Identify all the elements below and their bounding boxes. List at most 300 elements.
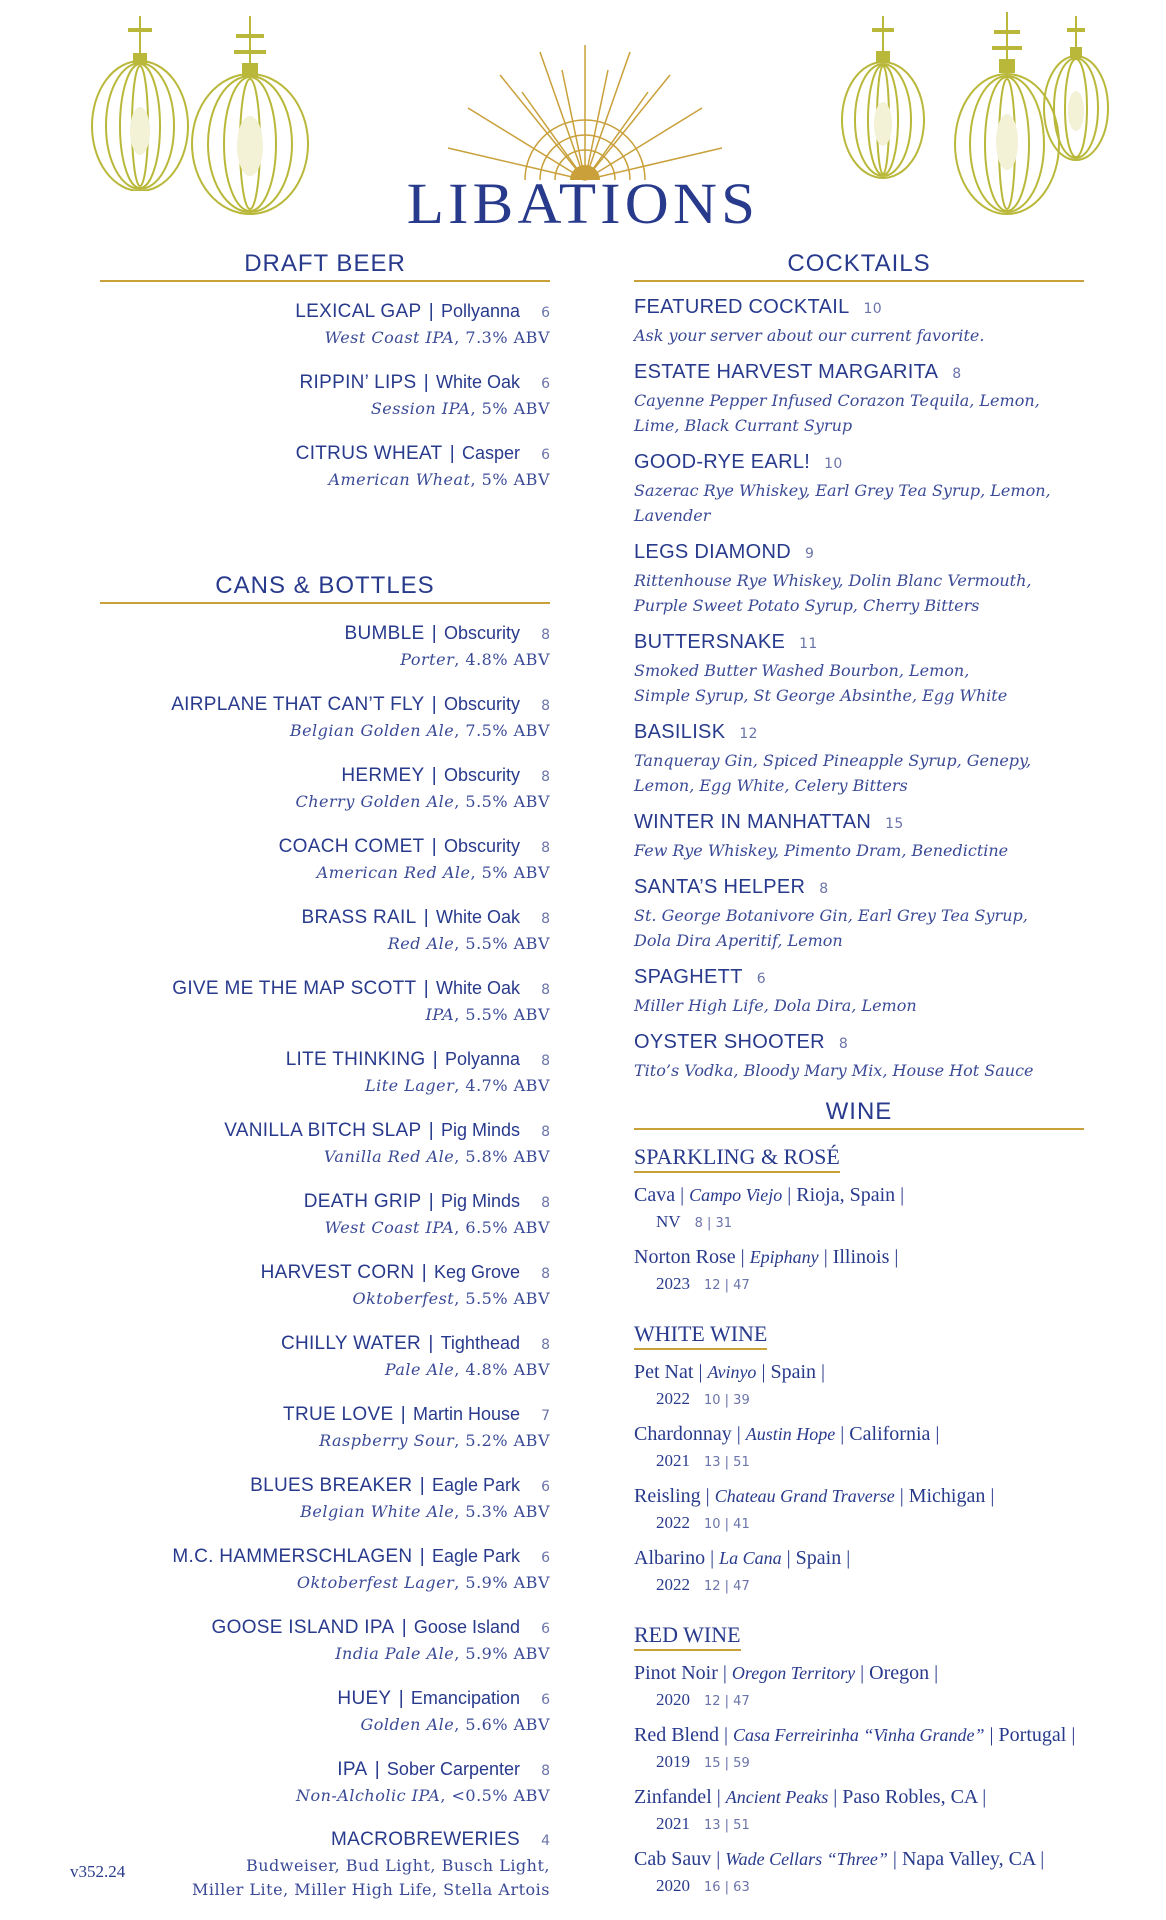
beer-comma: , bbox=[454, 1289, 466, 1308]
wine-item bbox=[634, 1482, 1084, 1538]
beer-separator: | bbox=[418, 978, 434, 999]
wine-price: 15 | 59 bbox=[704, 1756, 750, 1771]
cocktail-item bbox=[634, 294, 1084, 348]
beer-style: Lite Lager bbox=[364, 1076, 455, 1095]
beer-separator: | bbox=[423, 301, 439, 322]
wine-separator: | bbox=[887, 1848, 902, 1870]
wine-producer: Casa Ferreirinha “Vinha Grande” bbox=[733, 1725, 985, 1745]
wine-producer: Austin Hope bbox=[745, 1424, 836, 1444]
beer-title-line bbox=[100, 904, 550, 932]
beer-style: Session IPA bbox=[370, 399, 471, 418]
beer-separator: | bbox=[414, 1475, 430, 1496]
beer-separator: | bbox=[393, 1688, 409, 1709]
beer-name: BLUES BREAKER bbox=[250, 1475, 413, 1496]
wine-item bbox=[634, 1783, 1084, 1839]
beer-name: CITRUS WHEAT bbox=[295, 443, 443, 464]
beer-detail-line bbox=[100, 1003, 550, 1027]
cans-bottles-list bbox=[100, 620, 550, 1808]
beer-abv: 7.5% ABV bbox=[465, 721, 550, 740]
wine-separator: | bbox=[984, 1724, 999, 1746]
cocktail-item bbox=[634, 719, 1084, 798]
wine-vintage: 2023 bbox=[656, 1274, 690, 1293]
beer-brewery: Emancipation bbox=[410, 1688, 520, 1708]
beer-separator: | bbox=[423, 1120, 439, 1141]
beer-name: GOOSE ISLAND IPA bbox=[211, 1617, 395, 1638]
beer-name: BRASS RAIL bbox=[301, 907, 417, 928]
wine-detail-line bbox=[634, 1873, 1084, 1901]
beer-item bbox=[100, 1117, 550, 1169]
beer-comma: , bbox=[454, 328, 466, 347]
wine-vintage: 2020 bbox=[656, 1690, 690, 1709]
wine-producer: Wade Cellars “Three” bbox=[725, 1849, 888, 1869]
wine-groups bbox=[634, 1144, 1084, 1901]
beer-price: 8 bbox=[541, 698, 550, 714]
cocktail-price: 11 bbox=[799, 636, 818, 652]
beer-item bbox=[100, 1614, 550, 1666]
beer-price: 6 bbox=[541, 1550, 550, 1566]
wine-grape: Reisling bbox=[634, 1485, 701, 1507]
beer-name: RIPPIN’ LIPS bbox=[299, 372, 417, 393]
wine-detail-line bbox=[634, 1209, 1084, 1237]
cocktail-list bbox=[634, 294, 1084, 1083]
wine-heading: WINE bbox=[634, 1098, 1084, 1130]
cocktail-title-line bbox=[634, 1029, 1084, 1058]
wine-separator: | bbox=[675, 1184, 690, 1206]
cocktail-desc-1: Smoked Butter Washed Bourbon, Lemon, bbox=[634, 661, 970, 680]
wine-separator: | bbox=[855, 1662, 870, 1684]
cocktail-item bbox=[634, 1029, 1084, 1083]
wine-item bbox=[634, 1659, 1084, 1715]
beer-item bbox=[100, 691, 550, 743]
beer-title-line bbox=[100, 975, 550, 1003]
wine-region: Spain bbox=[770, 1361, 817, 1383]
wine-vintage: 2019 bbox=[656, 1752, 690, 1771]
wine-title-line bbox=[634, 1659, 1084, 1687]
wine-item bbox=[634, 1243, 1084, 1299]
beer-item bbox=[100, 1685, 550, 1737]
wine-region: Spain bbox=[795, 1547, 842, 1569]
wine-vintage: 2021 bbox=[656, 1814, 690, 1833]
beer-detail-line bbox=[100, 1642, 550, 1666]
beer-price: 8 bbox=[541, 1266, 550, 1282]
beer-item bbox=[100, 904, 550, 956]
beer-abv: 4.8% ABV bbox=[465, 1360, 550, 1379]
beer-style: India Pale Ale bbox=[335, 1644, 455, 1663]
beer-item bbox=[100, 440, 550, 492]
macrobreweries-item bbox=[100, 1827, 550, 1902]
beer-name: CHILLY WATER bbox=[280, 1333, 422, 1354]
cocktail-desc-2: Lemon, Egg White, Celery Bitters bbox=[634, 776, 908, 795]
beer-separator: | bbox=[414, 1546, 430, 1567]
beer-name: HERMEY bbox=[341, 765, 425, 786]
wine-detail-line bbox=[634, 1510, 1084, 1538]
wine-separator: | bbox=[977, 1786, 987, 1808]
wine-detail-line bbox=[634, 1749, 1084, 1777]
cocktail-price: 9 bbox=[804, 546, 815, 562]
wine-subheading: WHITE WINE bbox=[634, 1321, 767, 1350]
cocktail-item bbox=[634, 809, 1084, 863]
beer-style: Vanilla Red Ale bbox=[323, 1147, 455, 1166]
beer-price: 8 bbox=[541, 1053, 550, 1069]
wine-section bbox=[634, 1098, 1084, 1920]
wine-title-line bbox=[634, 1783, 1084, 1811]
beer-price: 8 bbox=[541, 911, 550, 927]
beer-item bbox=[100, 1188, 550, 1240]
beer-comma: , bbox=[470, 399, 482, 418]
beer-name: M.C. HAMMERSCHLAGEN bbox=[172, 1546, 413, 1567]
pendant-lamp-icon bbox=[88, 16, 193, 191]
cocktail-title-line bbox=[634, 719, 1084, 748]
beer-abv: 5% ABV bbox=[481, 399, 550, 418]
beer-name: LITE THINKING bbox=[285, 1049, 426, 1070]
cans-bottles-heading: CANS & BOTTLES bbox=[100, 572, 550, 604]
cocktail-desc-1: Ask your server about our current favorite. bbox=[634, 326, 985, 345]
beer-title-line bbox=[100, 1330, 550, 1358]
beer-name: AIRPLANE THAT CAN’T FLY bbox=[171, 694, 425, 715]
beer-detail-line bbox=[100, 1571, 550, 1595]
cocktail-desc-1: Tanqueray Gin, Spiced Pineapple Syrup, Genepy, bbox=[634, 751, 1032, 770]
wine-grape: Norton Rose bbox=[634, 1246, 736, 1268]
wine-separator: | bbox=[816, 1361, 826, 1383]
beer-brewery: Goose Island bbox=[413, 1617, 520, 1637]
cocktail-price: 8 bbox=[952, 366, 962, 382]
beer-style: Golden Ale bbox=[360, 1715, 455, 1734]
beer-style: Belgian White Ale bbox=[300, 1502, 455, 1521]
beer-abv: 5.5% ABV bbox=[465, 934, 550, 953]
beer-name: IPA bbox=[337, 1759, 368, 1780]
wine-region: Napa Valley, CA bbox=[901, 1848, 1036, 1870]
wine-vintage: NV bbox=[656, 1212, 681, 1231]
beer-separator: | bbox=[444, 443, 460, 464]
beer-brewery: Pollyanna bbox=[440, 301, 520, 321]
cocktail-desc-2: Simple Syrup, St George Absinthe, Egg White bbox=[634, 686, 1008, 705]
cocktail-title-line bbox=[634, 809, 1084, 838]
wine-price: 10 | 39 bbox=[704, 1393, 750, 1408]
beer-style: Raspberry Sour bbox=[319, 1431, 455, 1450]
beer-title-line bbox=[100, 691, 550, 719]
beer-separator: | bbox=[427, 1049, 443, 1070]
beer-brewery: Obscurity bbox=[443, 765, 520, 785]
wine-price: 13 | 51 bbox=[704, 1818, 750, 1833]
cocktail-title-line bbox=[634, 539, 1084, 568]
beer-separator: | bbox=[423, 1333, 439, 1354]
beer-comma: , bbox=[454, 1715, 466, 1734]
beer-detail-line bbox=[100, 1216, 550, 1240]
wine-separator: | bbox=[782, 1184, 797, 1206]
beer-abv: 6.5% ABV bbox=[465, 1218, 550, 1237]
wine-separator: | bbox=[835, 1423, 850, 1445]
wine-region: Paso Robles, CA bbox=[842, 1786, 978, 1808]
cocktail-title-line bbox=[634, 964, 1084, 993]
wine-separator: | bbox=[828, 1786, 843, 1808]
beer-style: Oktoberfest bbox=[352, 1289, 455, 1308]
cocktail-name: SPAGHETT bbox=[634, 966, 743, 988]
beer-style: Oktoberfest Lager bbox=[296, 1573, 455, 1592]
beer-title-line bbox=[100, 620, 550, 648]
cocktail-name: GOOD-RYE EARL! bbox=[634, 451, 811, 473]
beer-detail-line bbox=[100, 468, 550, 492]
wine-region: California bbox=[849, 1423, 931, 1445]
wine-item bbox=[634, 1721, 1084, 1777]
beer-brewery: Eagle Park bbox=[431, 1546, 520, 1566]
wine-region: Rioja, Spain bbox=[796, 1184, 896, 1206]
wine-separator: | bbox=[985, 1485, 995, 1507]
wine-producer: Chateau Grand Traverse bbox=[714, 1486, 895, 1506]
beer-comma: , bbox=[454, 1360, 466, 1379]
beer-comma: , bbox=[454, 1147, 466, 1166]
beer-item bbox=[100, 369, 550, 421]
cocktail-desc-1: Cayenne Pepper Infused Corazon Tequila, Lemon, bbox=[634, 391, 1040, 410]
beer-separator: | bbox=[426, 623, 442, 644]
beer-comma: , bbox=[454, 1431, 466, 1450]
wine-price: 10 | 41 bbox=[704, 1517, 750, 1532]
cocktail-name: BUTTERSNAKE bbox=[634, 631, 786, 653]
beer-name: BUMBLE bbox=[344, 623, 425, 644]
beer-detail-line bbox=[100, 397, 550, 421]
wine-separator: | bbox=[711, 1848, 726, 1870]
beer-title-line bbox=[100, 1543, 550, 1571]
cocktail-price: 15 bbox=[885, 816, 904, 832]
beer-price: 8 bbox=[541, 1124, 550, 1140]
cocktail-desc-2: Purple Sweet Potato Syrup, Cherry Bitters bbox=[634, 596, 980, 615]
beer-comma: , bbox=[454, 721, 466, 740]
wine-group bbox=[634, 1622, 1084, 1901]
sunburst-emblem-icon bbox=[440, 40, 730, 190]
cocktail-item bbox=[634, 539, 1084, 618]
wine-grape: Albarino bbox=[634, 1547, 706, 1569]
wine-subheading: RED WINE bbox=[634, 1622, 741, 1651]
beer-separator: | bbox=[426, 836, 442, 857]
beer-price: 8 bbox=[541, 1337, 550, 1353]
cocktail-item bbox=[634, 629, 1084, 708]
cocktails-heading: COCKTAILS bbox=[634, 250, 1084, 282]
wine-separator: | bbox=[781, 1547, 796, 1569]
draft-beer-list bbox=[100, 298, 550, 492]
wine-separator: | bbox=[841, 1547, 851, 1569]
wine-detail-line bbox=[634, 1386, 1084, 1414]
beer-item bbox=[100, 620, 550, 672]
wine-price: 13 | 51 bbox=[704, 1455, 750, 1470]
cocktail-desc-1: Miller High Life, Dola Dira, Lemon bbox=[634, 996, 917, 1015]
beer-price: 6 bbox=[541, 1621, 550, 1637]
cocktail-title-line bbox=[634, 449, 1084, 478]
beer-detail-line bbox=[100, 1429, 550, 1453]
beer-title-line bbox=[100, 1401, 550, 1429]
wine-item bbox=[634, 1845, 1084, 1901]
beer-price: 8 bbox=[541, 1195, 550, 1211]
beer-name: GIVE ME THE MAP SCOTT bbox=[172, 978, 417, 999]
wine-producer: La Cana bbox=[719, 1548, 782, 1568]
beer-comma: , bbox=[454, 1005, 466, 1024]
beer-abv: 7.3% ABV bbox=[465, 328, 550, 347]
beer-title-line bbox=[100, 1472, 550, 1500]
cocktail-name: ESTATE HARVEST MARGARITA bbox=[634, 361, 939, 383]
beer-price: 6 bbox=[541, 1479, 550, 1495]
beer-detail-line bbox=[100, 932, 550, 956]
beer-separator: | bbox=[369, 1759, 385, 1780]
beer-style: American Red Ale bbox=[316, 863, 471, 882]
beer-abv: 5% ABV bbox=[481, 470, 550, 489]
wine-detail-line bbox=[634, 1271, 1084, 1299]
beer-price: 8 bbox=[541, 840, 550, 856]
wine-subheading: SPARKLING & ROSÉ bbox=[634, 1144, 840, 1173]
macro-line-2: Miller Lite, Miller High Life, Stella Artois bbox=[191, 1880, 550, 1899]
beer-brewery: Pig Minds bbox=[440, 1120, 520, 1140]
cocktail-desc-1: Sazerac Rye Whiskey, Earl Grey Tea Syrup, Lemon, bbox=[634, 481, 1051, 500]
cocktail-price: 8 bbox=[838, 1036, 849, 1052]
wine-separator: | bbox=[705, 1547, 720, 1569]
cocktail-price: 12 bbox=[739, 726, 758, 742]
page-title: LIBATIONS bbox=[406, 171, 760, 236]
wine-separator: | bbox=[717, 1662, 732, 1684]
wine-separator: | bbox=[894, 1485, 909, 1507]
cocktail-desc-2: Dola Dira Aperitif, Lemon bbox=[634, 931, 843, 950]
beer-detail-line bbox=[100, 790, 550, 814]
beer-name: VANILLA BITCH SLAP bbox=[224, 1120, 422, 1141]
beer-item bbox=[100, 975, 550, 1027]
cocktail-name: OYSTER SHOOTER bbox=[634, 1031, 825, 1053]
beer-abv: 5.9% ABV bbox=[465, 1573, 550, 1592]
wine-separator: | bbox=[731, 1423, 746, 1445]
beer-abv: 4.7% ABV bbox=[465, 1076, 550, 1095]
beer-brewery: Keg Grove bbox=[433, 1262, 520, 1282]
beer-style: Cherry Golden Ale bbox=[295, 792, 455, 811]
beer-style: Non-Alcholic IPA bbox=[295, 1786, 441, 1805]
beer-brewery: White Oak bbox=[435, 907, 520, 927]
beer-name: LEXICAL GAP bbox=[295, 301, 422, 322]
wine-separator: | bbox=[930, 1423, 940, 1445]
beer-title-line bbox=[100, 369, 550, 397]
macro-name: MACROBREWERIES bbox=[331, 1829, 520, 1850]
beer-name: HUEY bbox=[337, 1688, 392, 1709]
cocktail-item bbox=[634, 449, 1084, 528]
beer-separator: | bbox=[395, 1404, 411, 1425]
wine-detail-line bbox=[634, 1687, 1084, 1715]
wine-region: Illinois bbox=[832, 1246, 890, 1268]
cocktail-name: LEGS DIAMOND bbox=[634, 541, 791, 563]
beer-brewery: Eagle Park bbox=[431, 1475, 520, 1495]
wine-detail-line bbox=[634, 1811, 1084, 1839]
wine-title-line bbox=[634, 1544, 1084, 1572]
wine-grape: Pet Nat bbox=[634, 1361, 694, 1383]
beer-title-line bbox=[100, 1756, 550, 1784]
beer-detail-line bbox=[100, 1500, 550, 1524]
cocktail-desc-1: Few Rye Whiskey, Pimento Dram, Benedictine bbox=[634, 841, 1009, 860]
beer-comma: , bbox=[454, 1218, 466, 1237]
cans-bottles-section bbox=[100, 572, 550, 1902]
wine-producer: Epiphany bbox=[749, 1247, 819, 1267]
beer-comma: , bbox=[470, 470, 482, 489]
wine-grape: Red Blend bbox=[634, 1724, 719, 1746]
wine-region: Michigan bbox=[908, 1485, 986, 1507]
beer-title-line bbox=[100, 1614, 550, 1642]
beer-title-line bbox=[100, 1117, 550, 1145]
wine-region: Oregon bbox=[869, 1662, 930, 1684]
beer-price: 8 bbox=[541, 1763, 550, 1779]
draft-beer-heading: DRAFT BEER bbox=[100, 250, 550, 282]
macro-price: 4 bbox=[541, 1833, 550, 1849]
pendant-lamp-icon bbox=[838, 16, 928, 181]
beer-separator: | bbox=[423, 1191, 439, 1212]
wine-title-line bbox=[634, 1845, 1084, 1873]
beer-comma: , bbox=[454, 1502, 466, 1521]
cocktail-item bbox=[634, 964, 1084, 1018]
wine-vintage: 2020 bbox=[656, 1876, 690, 1895]
beer-abv: 5.9% ABV bbox=[465, 1644, 550, 1663]
beer-item bbox=[100, 1259, 550, 1311]
beer-abv: <0.5% ABV bbox=[451, 1786, 550, 1805]
beer-brewery: Casper bbox=[461, 443, 520, 463]
beer-title-line bbox=[100, 1046, 550, 1074]
beer-brewery: Obscurity bbox=[443, 623, 520, 643]
beer-title-line bbox=[100, 1259, 550, 1287]
wine-separator: | bbox=[818, 1246, 833, 1268]
beer-abv: 5.6% ABV bbox=[465, 1715, 550, 1734]
cocktail-title-line bbox=[634, 294, 1084, 323]
wine-title-line bbox=[634, 1358, 1084, 1386]
wine-separator: | bbox=[700, 1485, 715, 1507]
beer-item bbox=[100, 1472, 550, 1524]
beer-price: 6 bbox=[541, 376, 550, 392]
beer-comma: , bbox=[454, 650, 466, 669]
beer-style: West Coast IPA bbox=[324, 1218, 455, 1237]
beer-title-line bbox=[100, 440, 550, 468]
wine-price: 16 | 63 bbox=[704, 1880, 750, 1895]
wine-vintage: 2022 bbox=[656, 1513, 690, 1532]
wine-title-line bbox=[634, 1721, 1084, 1749]
beer-price: 6 bbox=[541, 1692, 550, 1708]
beer-detail-line bbox=[100, 1074, 550, 1098]
beer-comma: , bbox=[470, 863, 482, 882]
beer-abv: 5.2% ABV bbox=[465, 1431, 550, 1450]
beer-brewery: Martin House bbox=[412, 1404, 520, 1424]
beer-detail-line bbox=[100, 326, 550, 350]
wine-separator: | bbox=[735, 1246, 750, 1268]
beer-separator: | bbox=[396, 1617, 412, 1638]
cocktails-section bbox=[634, 250, 1084, 1094]
beer-detail-line bbox=[100, 648, 550, 672]
beer-style: IPA bbox=[425, 1005, 455, 1024]
cocktail-price: 6 bbox=[756, 971, 766, 987]
beer-comma: , bbox=[454, 792, 466, 811]
beer-title-line bbox=[100, 762, 550, 790]
beer-name: COACH COMET bbox=[278, 836, 425, 857]
wine-producer: Oregon Territory bbox=[731, 1663, 856, 1683]
beer-item bbox=[100, 1330, 550, 1382]
beer-brewery: Obscurity bbox=[443, 836, 520, 856]
beer-brewery: Obscurity bbox=[443, 694, 520, 714]
beer-name: HARVEST CORN bbox=[260, 1262, 415, 1283]
macro-line-1: Budweiser, Bud Light, Busch Light, bbox=[245, 1856, 550, 1875]
beer-price: 8 bbox=[541, 769, 550, 785]
beer-separator: | bbox=[418, 907, 434, 928]
beer-title-line bbox=[100, 298, 550, 326]
cocktail-item bbox=[634, 874, 1084, 953]
beer-brewery: Pig Minds bbox=[440, 1191, 520, 1211]
beer-comma: , bbox=[454, 1573, 466, 1592]
beer-brewery: White Oak bbox=[435, 978, 520, 998]
wine-vintage: 2021 bbox=[656, 1451, 690, 1470]
beer-abv: 5.5% ABV bbox=[465, 1005, 550, 1024]
cocktail-desc-1: Tito’s Vodka, Bloody Mary Mix, House Hot Sauce bbox=[634, 1061, 1034, 1080]
beer-item bbox=[100, 1756, 550, 1808]
wine-title-line bbox=[634, 1482, 1084, 1510]
wine-title-line bbox=[634, 1181, 1084, 1209]
beer-detail-line bbox=[100, 861, 550, 885]
wine-group bbox=[634, 1321, 1084, 1600]
draft-beer-section bbox=[100, 250, 550, 511]
beer-price: 6 bbox=[541, 305, 550, 321]
